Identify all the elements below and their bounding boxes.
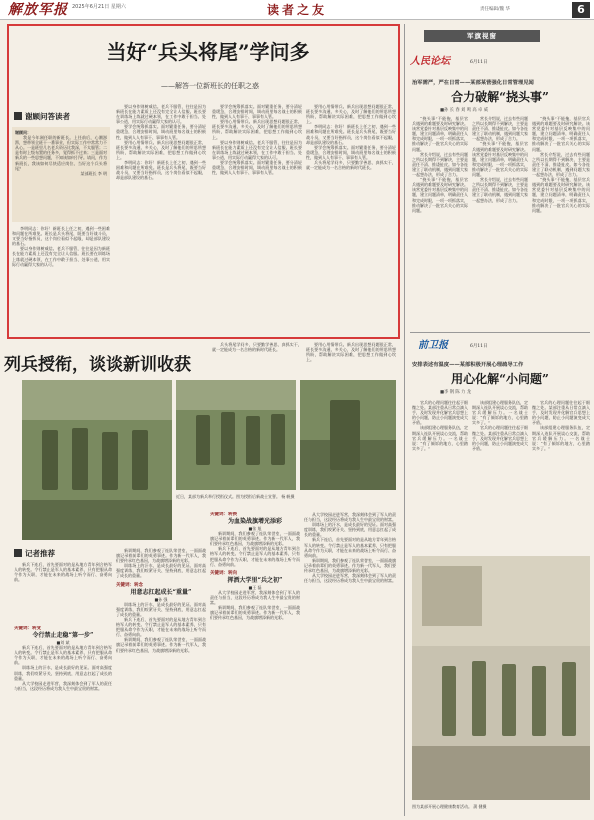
letter-salutation: 谢顾问： [15,130,31,135]
letter-signature: 某部班长 李 明 [80,170,107,176]
column-heading-text: 谢顾问答读者 [25,112,70,121]
item-tag: 关键词：转向 [210,570,237,576]
paragraph: 要用心用情带兵。新兵出现思想问题很正常，班长要多沟通、多关心，及时了解他们的所思所想所盼，帮助解决实际困难，把思想工作做到心坎上。 [306,104,396,125]
paragraph: 要学会统筹抓落实。面对繁重任务，要分清轻重缓急，合理安排时间，调动班里每名战士的积极性，做到人人有事干、事事有人管。 [212,104,302,120]
article2-col-1: 官兵的心理问题往往起于细微之处。某部注重从日常点滴入手，及时发现并化解官兵思想上的小问题，防止小问题演变成大矛盾。 该部组建心理服务队伍，定期深入连队开展谈心交流，帮助官兵缓解压力。一名战士说：“有了倾诉的地方，心里踏实多了。” [412,400,468,451]
item-tag: 关键词：转变 [14,626,41,631]
article2-title: 用心化解“小问题” [451,372,549,386]
recommend-heading-text: 记者推荐 [25,549,55,558]
feature-body-col-4 [306,104,396,336]
paragraph: 李明同志：你好！新班长上任之初，遇到一些困难和问题在所难免。班长是兵头将尾，既要当好战斗员，又要当好指挥员，这个岗位看似不起眼，却是部队建设的基石。 [116,160,206,181]
paper-logo-2: 前卫报 [418,340,448,351]
item-author: ■刘 斌 [56,640,70,645]
item-author: ■张 旭 [248,526,262,531]
paragraph: 李明同志：你好！新班长上任之初，遇到一些困难和问题在所难免。班长是兵头将尾，既要当好战斗员，又要当好指挥员，这个岗位看似不起眼，却是部队建设的基石。 [12,226,110,247]
article1-title: 合力破解“挠头事” [451,90,549,104]
section2-title: 列兵授衔，谈谈新训收获 [4,355,191,375]
article1-col-1: “挠头事”不能拖，基层官兵遇到的难题要及时研究解决。该营党委针对基层反映集中的问题，建立问题清单，明确责任人和完成时限，一项一项抓落实，推动解决了一批官兵关心的实际问题。 营长介绍说，过去有些问题之所以长期得不到解决，主要是责任不清、推诿扯皮。如今各连建立了联动机制，遇到问题大家一起想办法，形成了合力。 “挠头事”不能拖，基层官兵遇到的难题要及时研究解决。该营党委针对基层反映集中的问题，建立问题清单，明确责任人和完成时限，一项一项抓落实，推动解决了一批官兵关心的实际问题。 [412,116,468,213]
paragraph: 要学会统筹抓落实。面对繁重任务，要分清轻重缓急，合理安排时间，调动班里每名战士的积极性，做到人人有事干、事事有人管。 [212,160,302,176]
page-header [0,0,594,20]
feature-body-col-1 [12,226,110,336]
letter-text: 我是今年刚任职的新班长。上任前后，心潮澎湃，想带领全班干一番事业，但实际工作中常常力不从心。一是班里几名老兵资历比我深，不太服管；二是有时上级布置的任务多，觉得抓不过来；三是面对新兵的一些思想问题，不知该如何引导。请问，作为新班长，我该如何尽快适应岗位、当好这个兵头将尾？ [15,135,107,171]
item-title: 为血染战旗增光添彩 [227,518,282,525]
article1-kicker: 治军需严，严在日常——某部某营强化日常管理见闻 [412,80,534,86]
editors-credit: 责任编辑/魏 华 [480,7,510,12]
paragraph: 李明同志：你好！新班长上任之初，遇到一些困难和问题在所难免。班长是兵头将尾，既要当好战斗员，又要当好指挥员，这个岗位看似不起眼，却是部队建设的基石。 [306,124,396,145]
item-author: ■孙 强 [154,596,168,602]
item-tag: 关键词：转念 [116,582,143,588]
recommend-col-2: 新训期间，我们参观了连队荣誉室，一面面战旗记录着前辈们的英勇事迹。作为新一代军人，我们要传承红色基因，为战旗增添新的光彩。 训练场上的汗水，是成长最好的见证。面对高强度训练，我们咬紧牙关、坚持到底，用意志扛起了成长的重量。 关键词：转念 用意志扛起成长“重量” ■孙 强 训练场上的汗水，是成长最好的见证。面对高强度训练，我们咬紧牙关、坚持到底，用意志扛起了成长的重量。 新兵下连后，首先要面对的是从地方青年到合格军人的转变。令行禁止是军人的基本素养，只有把服从命令作为天职，才能在未来的战场上听令而行、奋勇向前。 新训期间，我们参观了连队荣誉室，一面面战旗记录着前辈们的英勇事迹。作为新一代军人，我们要传承红色基因，为战旗增添新的光彩。 [116,548,206,653]
item-title: 令行禁止走稳“第一步” [32,632,94,639]
article2-col-3: 官兵的心理问题往往起于细微之处。某部注重从日常点滴入手，及时发现并化解官兵思想上的小问题，防止小问题演变成大矛盾。 该部组建心理服务队伍，定期深入连队开展谈心交流，帮助官兵缓解压力。一名战士说：“有了倾诉的地方，心里踏实多了。” [532,400,590,451]
article1-byline: ■孙 长 春 刘 鸣 高 卓 威 [440,108,488,113]
right-photo-caption: 图为某部开展心理健康教育活动。 蒲 健摄 [412,804,487,809]
paragraph: 要学会统筹抓落实。面对繁重任务，要分清轻重缓急，合理安排时间，调动班里每名战士的积极性，做到人人有事干、事事有人管。 [116,124,206,140]
right-photo [412,556,590,800]
photo-credit: 杨 帆摄 [281,494,295,499]
article1-col-2: 营长介绍说，过去有些问题之所以长期得不到解决，主要是责任不清、推诿扯皮。如今各连建立了联动机制，遇到问题大家一起想办法，形成了合力。 “挠头事”不能拖，基层官兵遇到的难题要及时研究解决。该营党委针对基层反映集中的问题，建立问题清单，明确责任人和完成时限，一项一项抓落实，推动解决了一批官兵关心的实际问题。 营长介绍说，过去有些问题之所以长期得不到解决，主要是责任不清、推诿扯皮。如今各连建立了联动机制，遇到问题大家一起想办法，形成了合力。 [472,116,528,203]
feature-body-col-2 [116,104,206,336]
paragraph: 兵头将尾学问多，只要勤学善思、真抓实干，就一定能成为一名合格的新时代班长。 [306,160,396,171]
training-photo-1 [22,380,172,540]
feature-subtitle: ——解答一位新班长的任职之惑 [161,82,259,90]
photo-credit: 蒲 健摄 [473,804,487,809]
page-number: 6 [572,2,590,18]
item-tag: 关键词：转换 [210,512,237,517]
paragraph: 要以身作则树威信。老兵不服管，往往是因为新班长在能力素质上还没有完全让人信服。班长要在训练场上练就过硬本领，在工作中敢于担当、处事公道，用实际行动赢得大家的认可。 [12,246,110,267]
feature-continuation-2: 要用心用情带兵。新兵出现思想问题很正常，班长要多沟通、多关心，及时了解他们的所思所想所盼，帮助解决实际困难，把思想工作做到心坎上。 [306,342,396,363]
recommend-heading [14,549,55,559]
item-title: 用意志扛起成长“重量” [130,588,192,596]
recommend-intro: 新兵下连后，首先要面对的是从地方青年到合格军人的转变。令行禁止是军人的基本素养，只有把服从命令作为天职，才能在未来的战场上听令而行、奋勇向前。 [14,562,112,583]
article2-byline: ■李 钢 陈 力 龙 [440,390,472,395]
recommend-item-1: 关键词：转变 令行禁止走稳“第一步” ■刘 斌 新兵下连后，首先要面对的是从地方青年到合格军人的转变。令行禁止是军人的基本素养，只有把服从命令作为天职，才能在未来的战场上听令而行、奋勇向前。 训练场上的汗水，是成长最好的见证。面对高强度训练，我们咬紧牙关、坚持到底，用意志扛起了成长的重量。 从大学校园走进军营，我深刻体会到了军人的责任与担当，这段经历将成为我人生中最宝贵的财富。 [14,626,112,691]
issue-date: 2025年6月21日 星期六 [72,4,126,10]
column-bar-icon [14,112,22,120]
feature-title: 当好“兵头将尾”学问多 [106,40,310,64]
training-photo-2 [176,380,296,490]
paragraph: 要学会统筹抓落实。面对繁重任务，要分清轻重缓急，合理安排时间，调动班里每名战士的积极性，做到人人有事干、事事有人管。 [306,144,396,160]
article2-kicker: 安排表述有温度——某部积极开展心理疏导工作 [412,362,524,368]
section-title: 读者之友 [266,3,327,17]
paragraph: 要用心用情带兵。新兵出现思想问题很正常，班长要多沟通、多关心，及时了解他们的所思所想所盼，帮助解决实际困难，把思想工作做到心坎上。 [116,139,206,160]
recommend-col-3: 关键词：转换 为血染战旗增光添彩 ■张 旭 新训期间，我们参观了连队荣誉室，一面面战旗记录着前辈们的英勇事迹。作为新一代军人，我们要传承红色基因，为战旗增添新的光彩。 新兵下连后，首先要面对的是从地方青年到合格军人的转变。令行禁止是军人的基本素养，只有把服从命令作为天职，才能在未来的战场上听令而行、奋勇向前。 关键词：转向 挥洒大学里“兵之初” ■王 磊 从大学校园走进军营，我深刻体会到了军人的责任与担当，这段经历将成为我人生中最宝贵的财富。 新训期间，我们参观了连队荣誉室，一面面战旗记录着前辈们的英勇事迹。作为新一代军人，我们要传承红色基因，为战旗增添新的光彩。 [210,512,300,621]
paragraph: 要用心用情带兵。新兵出现思想问题很正常，班长要多沟通、多关心，及时了解他们的所思所想所盼，帮助解决实际困难，把思想工作做到心坎上。 [212,119,302,140]
feature-body-col-3 [212,104,302,336]
paper-date-2: 6月11日 [470,344,488,349]
item-title: 挥洒大学里“兵之初” [227,576,283,584]
item-author: ■王 磊 [248,584,262,590]
paper-logo-1: 人民论坛 [410,56,450,67]
paper-date-1: 6月11日 [470,60,488,65]
paragraph: 要以身作则树威信。老兵不服管，往往是因为新班长在能力素质上还没有完全让人信服。班长要在训练场上练就过硬本领，在工作中敢于担当、处事公道，用实际行动赢得大家的认可。 [116,104,206,125]
right-section-tag: 军旗视窗 [424,30,540,42]
reader-letter [12,127,110,222]
photo-caption: 近日，某部为新兵举行授衔仪式。图为授衔后新战士宣誓。 杨 帆摄 [176,494,295,499]
masthead: 解放军报 [8,2,68,18]
article-divider [410,332,590,333]
column-bar-icon [14,549,22,557]
paragraph: 要以身作则树威信。老兵不服管，往往是因为新班长在能力素质上还没有完全让人信服。班长要在训练场上练就过硬本领，在工作中敢于担当、处事公道，用实际行动赢得大家的认可。 [212,139,302,160]
column-divider [404,24,405,816]
recommend-col-4: 从大学校园走进军营，我深刻体会到了军人的责任与担当，这段经历将成为我人生中最宝贵的财富。 训练场上的汗水，是成长最好的见证。面对高强度训练，我们咬紧牙关、坚持到底，用意志扛起了成长的重量。 新兵下连后，首先要面对的是从地方青年到合格军人的转变。令行禁止是军人的基本素养，只有把服从命令作为天职，才能在未来的战场上听令而行、奋勇向前。 新训期间，我们参观了连队荣誉室，一面面战旗记录着前辈们的英勇事迹。作为新一代军人，我们要传承红色基因，为战旗增添新的光彩。 从大学校园走进军营，我深刻体会到了军人的责任与担当，这段经历将成为我人生中最宝贵的财富。 [304,512,396,584]
article2-col-2: 该部组建心理服务队伍，定期深入连队开展谈心交流，帮助官兵缓解压力。一名战士说：“有了倾诉的地方，心里踏实多了。” 官兵的心理问题往往起于细微之处。某部注重从日常点滴入手，及时发现并化解官兵思想上的小问题，防止小问题演变成大矛盾。 [472,400,528,451]
column-heading [14,112,70,122]
feature-continuation-1: 兵头将尾学问多，只要勤学善思、真抓实干，就一定能成为一名合格的新时代班长。 [212,342,302,353]
training-photo-3 [300,380,396,490]
article1-col-3: “挠头事”不能拖，基层官兵遇到的难题要及时研究解决。该营党委针对基层反映集中的问题，建立问题清单，明确责任人和完成时限，一项一项抓落实，推动解决了一批官兵关心的实际问题。 营长介绍说，过去有些问题之所以长期得不到解决，主要是责任不清、推诿扯皮。如今各连建立了联动机制，遇到问题大家一起想办法，形成了合力。 “挠头事”不能拖，基层官兵遇到的难题要及时研究解决。该营党委针对基层反映集中的问题，建立问题清单，明确责任人和完成时限，一项一项抓落实，推动解决了一批官兵关心的实际问题。 [532,116,590,213]
